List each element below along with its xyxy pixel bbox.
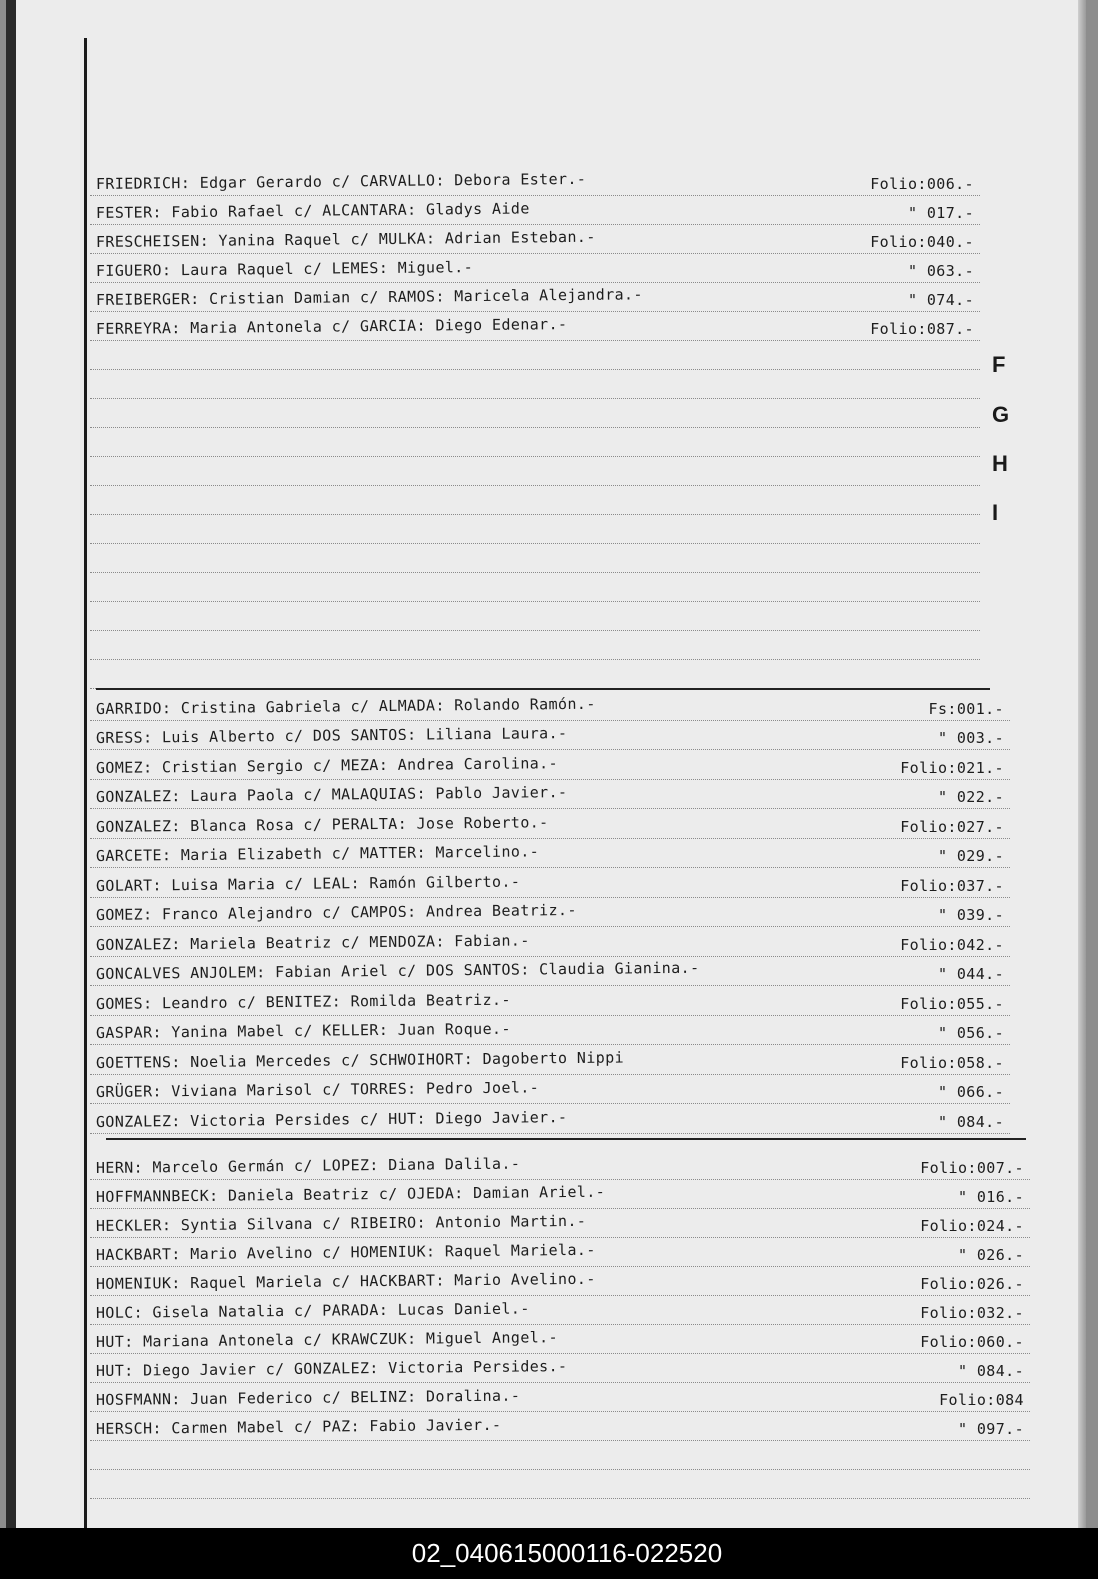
ledger-entry bbox=[90, 1015, 1010, 1046]
index-letter-i: I bbox=[992, 500, 999, 525]
entry-folio: " 016.- bbox=[957, 1188, 1024, 1206]
entry-folio: Folio:084 bbox=[939, 1391, 1024, 1409]
entry-parties: HUT: Mariana Antonela c/ KRAWCZUK: Miguel Angel.- bbox=[95, 1328, 559, 1351]
ledger-entry bbox=[90, 720, 1010, 751]
entry-folio: Folio:024.- bbox=[920, 1217, 1024, 1235]
ledger-entry bbox=[90, 956, 1010, 987]
scan-footer bbox=[0, 1528, 1098, 1579]
entry-folio: " 039.- bbox=[937, 906, 1004, 924]
entry-folio: " 097.- bbox=[957, 1420, 1024, 1438]
entry-folio: " 074.- bbox=[907, 291, 974, 309]
entry-parties: HERSCH: Carmen Mabel c/ PAZ: Fabio Javier.- bbox=[95, 1415, 502, 1438]
blank-ruled-line bbox=[90, 456, 980, 486]
ledger-entry bbox=[90, 926, 1010, 957]
blank-ruled-line bbox=[90, 340, 980, 370]
blank-ruled-line bbox=[90, 485, 980, 515]
margin-rule bbox=[84, 38, 87, 1528]
blank-ruled-line bbox=[90, 427, 980, 457]
entry-parties: GONCALVES ANJOLEM: Fabian Ariel c/ DOS SANTOS: Claudia Gianina.- bbox=[95, 958, 700, 983]
blank-ruled-line bbox=[90, 369, 980, 399]
ledger-entry bbox=[90, 985, 1010, 1016]
entry-parties: GONZALEZ: Victoria Persides c/ HUT: Diego Javier.- bbox=[95, 1107, 568, 1131]
ledger-page bbox=[6, 0, 1086, 1528]
entry-parties: HECKLER: Syntia Silvana c/ RIBEIRO: Antonio Martin.- bbox=[95, 1211, 587, 1235]
entry-folio: Folio:006.- bbox=[870, 175, 974, 193]
entry-folio: Folio:032.- bbox=[920, 1304, 1024, 1322]
entry-parties: HOFFMANNBECK: Daniela Beatriz c/ OJEDA: Damian Ariel.- bbox=[95, 1182, 606, 1206]
entry-folio: " 029.- bbox=[937, 847, 1004, 865]
entry-parties: HUT: Diego Javier c/ GONZALEZ: Victoria Persides.- bbox=[95, 1357, 568, 1380]
blank-ruled-line bbox=[90, 514, 980, 544]
entry-folio: " 044.- bbox=[937, 965, 1004, 983]
ledger-entry bbox=[90, 1150, 1030, 1180]
entry-folio: Folio:037.- bbox=[900, 876, 1004, 895]
entry-parties: GONZALEZ: Mariela Beatriz c/ MENDOZA: Fabian.- bbox=[95, 930, 530, 954]
ledger-entry bbox=[90, 253, 980, 283]
ledger-entry bbox=[90, 1179, 1030, 1209]
entry-folio: Folio:060.- bbox=[920, 1333, 1024, 1351]
section-divider-gh bbox=[106, 1138, 1026, 1140]
ledger-entry bbox=[90, 897, 1010, 928]
page-right-edge bbox=[1078, 0, 1086, 1528]
entry-folio: Folio:058.- bbox=[900, 1053, 1004, 1072]
ledger-entry bbox=[90, 224, 980, 254]
ledger-entry bbox=[90, 1044, 1010, 1075]
blank-ruled-line bbox=[90, 1469, 1030, 1499]
document-id: 02_040615000116-022520 bbox=[411, 1538, 723, 1568]
entry-parties: GOMEZ: Franco Alejandro c/ CAMPOS: Andrea Beatriz.- bbox=[95, 900, 577, 924]
entry-folio: Fs:001.- bbox=[928, 699, 1004, 718]
ledger-entry bbox=[90, 867, 1010, 898]
ledger-entry bbox=[90, 166, 980, 196]
entry-folio: Folio:042.- bbox=[900, 935, 1004, 954]
entry-parties: HACKBART: Mario Avelino c/ HOMENIUK: Raquel Mariela.- bbox=[95, 1240, 596, 1264]
blank-ruled-line bbox=[90, 601, 980, 631]
entry-parties: HOMENIUK: Raquel Mariela c/ HACKBART: Mario Avelino.- bbox=[95, 1269, 596, 1293]
ledger-entry bbox=[90, 311, 980, 341]
entry-parties: GOETTENS: Noelia Mercedes c/ SCHWOIHORT: Dagoberto Nippi bbox=[95, 1047, 625, 1072]
entry-folio: Folio:040.- bbox=[870, 233, 974, 251]
entry-folio: " 017.- bbox=[907, 204, 974, 222]
blank-ruled-line bbox=[90, 659, 980, 689]
entry-parties: GOLART: Luisa Maria c/ LEAL: Ramón Gilberto.- bbox=[95, 872, 521, 895]
ledger-entry bbox=[90, 1074, 1010, 1105]
ledger-entry bbox=[90, 1237, 1030, 1267]
entry-parties: FESTER: Fabio Rafael c/ ALCANTARA: Gladys Aide bbox=[95, 199, 530, 222]
entry-folio: Folio:007.- bbox=[920, 1159, 1024, 1177]
entry-folio: " 026.- bbox=[957, 1246, 1024, 1264]
ledger-entry bbox=[90, 1295, 1030, 1325]
ledger-entry bbox=[90, 690, 1010, 721]
entry-folio: Folio:055.- bbox=[900, 994, 1004, 1013]
entry-parties: GONZALEZ: Laura Paola c/ MALAQUIAS: Pablo Javier.- bbox=[95, 783, 568, 806]
ledger-entry bbox=[90, 1382, 1030, 1412]
entry-parties: FIGUERO: Laura Raquel c/ LEMES: Miguel.- bbox=[95, 258, 474, 280]
ledger-entry bbox=[90, 1411, 1030, 1441]
entry-folio: Folio:026.- bbox=[920, 1275, 1024, 1293]
ledger-entry bbox=[90, 1353, 1030, 1383]
entry-parties: GARRIDO: Cristina Gabriela c/ ALMADA: Rolando Ramón.- bbox=[95, 694, 596, 718]
index-letter-g: G bbox=[992, 402, 1010, 427]
index-letter-f: F bbox=[992, 352, 1006, 377]
ledger-entry bbox=[90, 838, 1010, 869]
entry-parties: FRIEDRICH: Edgar Gerardo c/ CARVALLO: Debora Ester.- bbox=[95, 169, 587, 193]
ledger-entry bbox=[90, 749, 1010, 780]
entry-folio: " 084.- bbox=[937, 1112, 1004, 1131]
entry-folio: Folio:027.- bbox=[900, 817, 1004, 836]
entry-parties: GARCETE: Maria Elizabeth c/ MATTER: Marcelino.- bbox=[95, 842, 540, 865]
ledger-entry bbox=[90, 1208, 1030, 1238]
entry-folio: Folio:021.- bbox=[900, 758, 1004, 777]
entry-folio: " 056.- bbox=[937, 1024, 1004, 1042]
blank-ruled-line bbox=[90, 543, 980, 573]
ledger-entry bbox=[90, 195, 980, 225]
ledger-entry bbox=[90, 808, 1010, 839]
entry-parties: HOSFMANN: Juan Federico c/ BELINZ: Doralina.- bbox=[95, 1386, 521, 1409]
entry-folio: " 063.- bbox=[907, 262, 974, 280]
entry-parties: GOMES: Leandro c/ BENITEZ: Romilda Beatriz.- bbox=[95, 990, 511, 1013]
entry-parties: FREIBERGER: Cristian Damian c/ RAMOS: Maricela Alejandra.- bbox=[95, 285, 643, 309]
entry-parties: HERN: Marcelo Germán c/ LOPEZ: Diana Dalila.- bbox=[95, 1154, 521, 1177]
entry-parties: HOLC: Gisela Natalia c/ PARADA: Lucas Daniel.- bbox=[95, 1299, 530, 1322]
ledger-entry bbox=[90, 1324, 1030, 1354]
blank-ruled-line bbox=[90, 1440, 1030, 1470]
ledger-entry bbox=[90, 1103, 1010, 1134]
ledger-entry bbox=[90, 282, 980, 312]
entry-parties: GRESS: Luis Alberto c/ DOS SANTOS: Liliana Laura.- bbox=[95, 724, 568, 747]
entry-parties: GOMEZ: Cristian Sergio c/ MEZA: Andrea Carolina.- bbox=[95, 753, 559, 777]
ledger-entry bbox=[90, 1266, 1030, 1296]
entry-folio: Folio:087.- bbox=[870, 320, 974, 338]
blank-ruled-line bbox=[90, 572, 980, 602]
entry-parties: GONZALEZ: Blanca Rosa c/ PERALTA: Jose Roberto.- bbox=[95, 812, 549, 836]
blank-ruled-line bbox=[90, 398, 980, 428]
ledger-entry bbox=[90, 779, 1010, 810]
entry-folio: " 003.- bbox=[937, 729, 1004, 747]
entry-parties: FRESCHEISEN: Yanina Raquel c/ MULKA: Adrian Esteban.- bbox=[95, 227, 596, 251]
entry-folio: " 022.- bbox=[937, 788, 1004, 806]
entry-parties: FERREYRA: Maria Antonela c/ GARCIA: Diego Edenar.- bbox=[95, 315, 568, 338]
entry-parties: GRÜGER: Viviana Marisol c/ TORRES: Pedro Joel.- bbox=[95, 1078, 540, 1101]
index-letter-h: H bbox=[992, 451, 1008, 476]
entry-folio: " 066.- bbox=[937, 1083, 1004, 1101]
entry-parties: GASPAR: Yanina Mabel c/ KELLER: Juan Roque.- bbox=[95, 1019, 511, 1042]
page-binding-edge bbox=[6, 0, 16, 1528]
entry-folio: " 084.- bbox=[957, 1362, 1024, 1380]
blank-ruled-line bbox=[90, 630, 980, 660]
